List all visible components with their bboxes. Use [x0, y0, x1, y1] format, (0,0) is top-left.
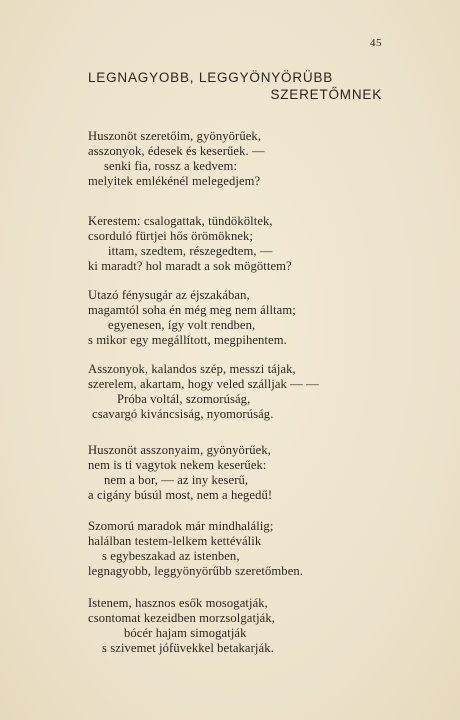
stanza-4	[88, 362, 388, 422]
poem-line: a cigány búsúl most, nem a hegedű!	[88, 488, 273, 502]
page-number: 45	[370, 37, 382, 49]
poem-line: halálban testem-lelkem kettéválik	[88, 534, 262, 548]
poem-line: Kerestem: csalogattak, tündököltek,	[88, 214, 273, 228]
poem-line: egyenesen, így volt rendben,	[108, 318, 256, 332]
poem-line: bócér hajam simogatják	[124, 626, 247, 640]
poem-line: s egybeszakad az istenben,	[102, 549, 240, 563]
stanza-6	[88, 519, 388, 579]
poem-line: Szomorú maradok már mindhalálig;	[88, 519, 274, 533]
poem-line: Próba voltál, szomorúság,	[117, 392, 251, 406]
poem-line: senki fia, rossz a kedvem:	[104, 159, 238, 173]
poem-line: szerelem, akartam, hogy veled szálljak — —	[88, 377, 319, 391]
stanza-3	[88, 288, 388, 348]
poem-line: ittam, szedtem, részegedtem, —	[108, 244, 273, 258]
poem-line: Utazó fénysugár az éjszakában,	[88, 288, 250, 302]
stanza-5	[88, 443, 388, 503]
poem-line: Huszonöt szeretőim, gyönyörűek,	[88, 129, 262, 143]
poem-title-line-2: SZERETŐMNEK	[270, 87, 382, 102]
poem-line: Huszonöt asszonyaim, gyönyörűek,	[88, 443, 271, 457]
poem-line: csavargó kiváncsiság, nyomorúság.	[92, 407, 274, 421]
poem-line: nem is ti vagytok nekem keserűek:	[88, 458, 267, 472]
stanza-1	[88, 129, 388, 189]
poem-line: Asszonyok, kalandos szép, messzi tájak,	[88, 362, 296, 376]
stanza-2	[88, 214, 388, 274]
poem-line: asszonyok, édesek és keserűek. —	[88, 144, 265, 158]
stanza-7	[88, 596, 388, 656]
poem-line: s mikor egy megállított, megpihentem.	[88, 333, 287, 347]
poem-line: melyitek emlékénél melegedjem?	[88, 174, 261, 188]
poem-line: nem a bor, — az iny keserű,	[104, 473, 249, 487]
poem-line: s szivemet jófüvekkel betakarják.	[102, 641, 274, 655]
poem-line: magamtól soha én még meg nem álltam;	[88, 303, 296, 317]
poem-line: csorduló fürtjei hős örömöknek;	[88, 229, 254, 243]
poem-line: ki maradt? hol maradt a sok mögöttem?	[88, 259, 292, 273]
poem-line: legnagyobb, leggyönyörűbb szeretőmben.	[88, 564, 304, 578]
poem-line: Istenem, hasznos esők mosogatják,	[88, 596, 268, 610]
poem-line: csontomat kezeidben morzsolgatják,	[88, 611, 275, 625]
poem-title-line-1: LEGNAGYOBB, LEGGYÖNYÖRÜBB	[88, 70, 334, 85]
